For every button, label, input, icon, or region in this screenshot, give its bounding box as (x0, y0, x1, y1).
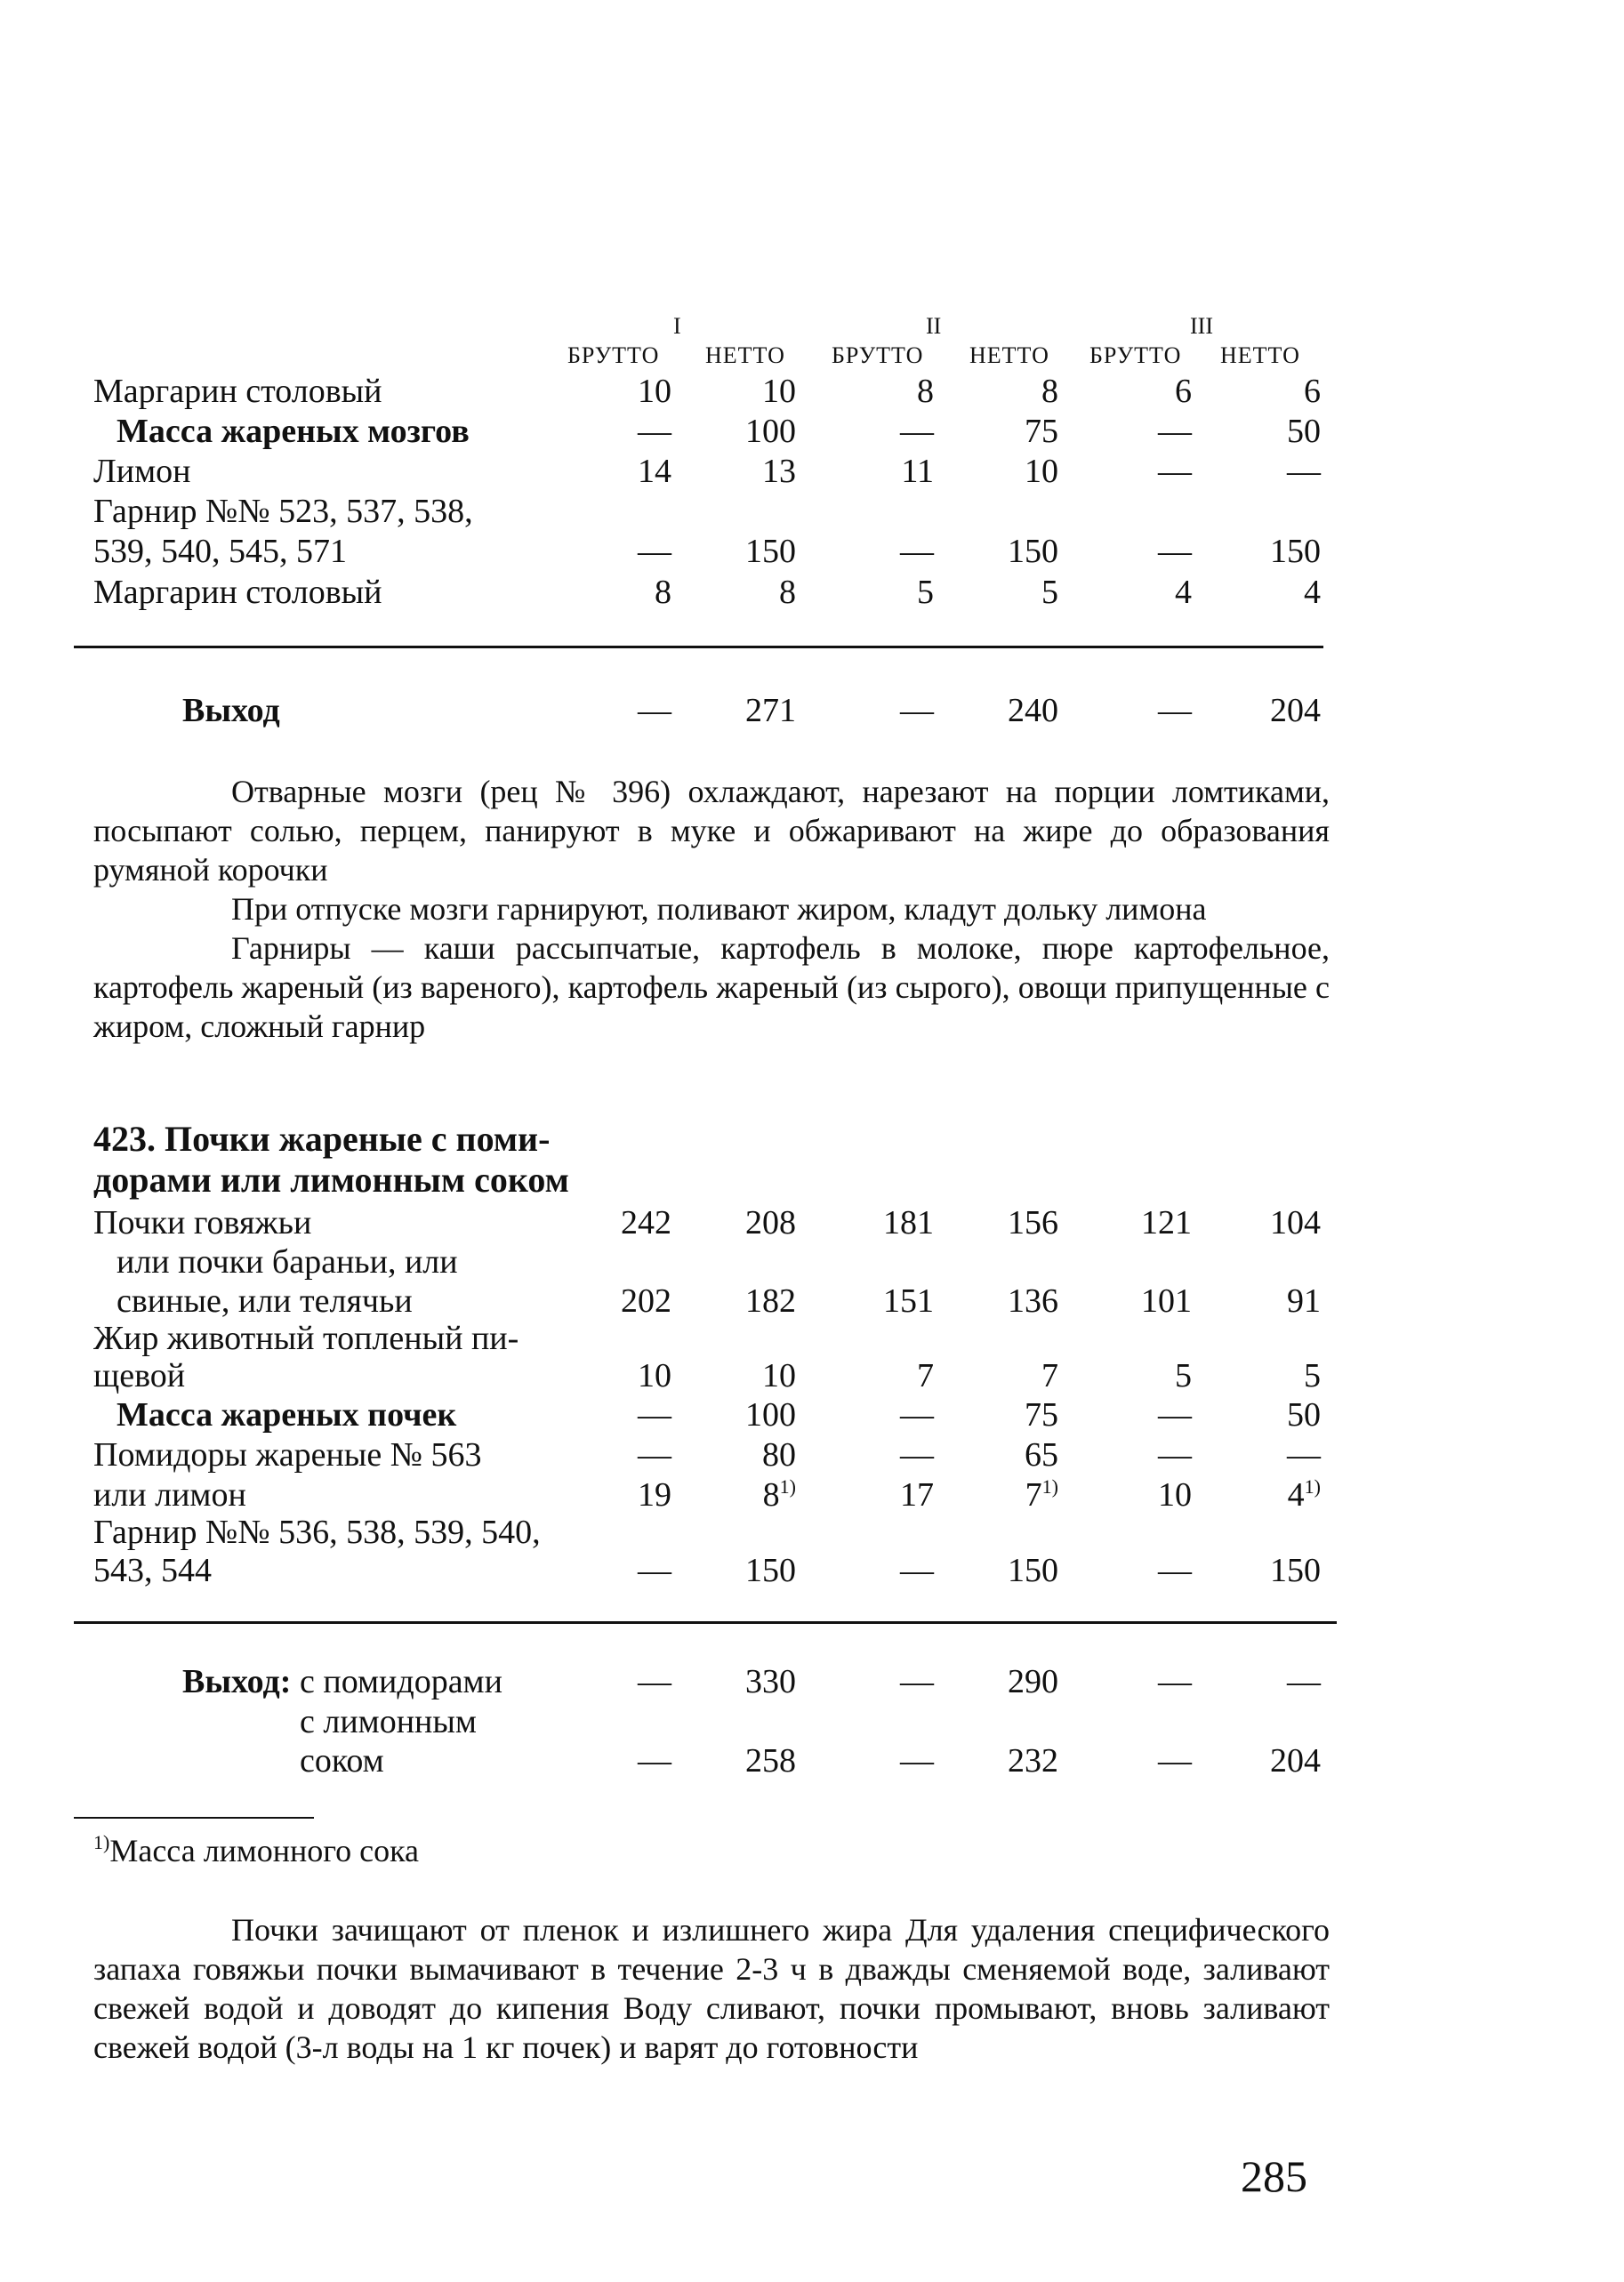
cell: — (638, 1436, 671, 1474)
cell: 242 (621, 1204, 671, 1241)
ingredient-label: Лимон (93, 453, 191, 490)
cell: 65 (1025, 1436, 1058, 1474)
ingredient-label: щевой (93, 1357, 186, 1394)
table-row (93, 1202, 1339, 1243)
recipe-title-line: дорами или лимонным соком (93, 1160, 569, 1200)
footnote-text: Масса лимонного сока (109, 1833, 420, 1868)
cell: — (1158, 1742, 1192, 1780)
ingredient-label: 543, 544 (93, 1552, 212, 1589)
footnote-marker: 1) (1304, 1475, 1321, 1498)
cell: — (1158, 453, 1192, 490)
ingredient-label: или почки бараньи, или (117, 1243, 458, 1281)
footnote-rule (74, 1817, 314, 1819)
col-header-netto-2: НЕТТО (969, 342, 1049, 368)
yield-row (93, 1701, 1339, 1742)
ingredient-label: 539, 540, 545, 571 (93, 533, 347, 570)
table-row (93, 1394, 1339, 1435)
cell: 271 (745, 692, 796, 729)
cell: — (1287, 453, 1321, 490)
cell: 75 (1025, 1396, 1058, 1434)
cell: 7$^{1)}$ (1025, 1475, 1058, 1514)
table-row (93, 572, 1339, 613)
table-row (93, 411, 1339, 452)
cell: 5 (1175, 1357, 1192, 1394)
ingredient-label: Почки говяжьи (93, 1204, 312, 1241)
cell: 10 (762, 1357, 796, 1394)
cell: 10 (1025, 453, 1058, 490)
cell: 258 (745, 1742, 796, 1780)
cell: 75 (1025, 413, 1058, 450)
cell: 208 (745, 1204, 796, 1241)
ingredient-label: свиные, или телячьи (117, 1282, 413, 1320)
cell: 8 (779, 574, 796, 611)
cell: 204 (1270, 692, 1321, 729)
ingredient-label: или лимон (93, 1476, 246, 1514)
table-rule (74, 646, 1323, 648)
cell: 6 (1304, 373, 1321, 410)
cell: 50 (1287, 1396, 1321, 1434)
cell: 150 (1270, 1552, 1321, 1589)
cell: — (1158, 692, 1192, 729)
cell: — (1158, 1396, 1192, 1434)
cell: 150 (745, 1552, 796, 1589)
cell: 150 (745, 533, 796, 570)
paragraph: Отварные мозги (рец № 396) охлаждают, нарезают на порции ломтиками, посыпают солью, перцем, панируют в муке и обжаривают на жире до образования румяной корочки (93, 774, 1330, 888)
cell: 136 (1008, 1282, 1058, 1320)
cell: 4$^{1)}$ (1287, 1475, 1321, 1514)
yield-row (93, 690, 1339, 731)
yield-variant-label: соком (300, 1742, 384, 1780)
cell: 121 (1141, 1204, 1192, 1241)
cell: 182 (745, 1282, 796, 1320)
cell: 10 (638, 1357, 671, 1394)
col-header-brutto-2: БРУТТО (832, 342, 924, 368)
cell: — (1158, 1552, 1192, 1589)
col-header-brutto-3: БРУТТО (1089, 342, 1182, 368)
cell: — (1158, 413, 1192, 450)
cell: 17 (900, 1476, 934, 1514)
cell: — (1158, 1436, 1192, 1474)
yield-variant-label: с лимонным (300, 1703, 477, 1740)
ingredient-label: Гарнир №№ 523, 537, 538, (93, 493, 473, 530)
cell: 8$^{1)}$ (762, 1475, 796, 1514)
table-row (93, 1550, 1339, 1591)
ingredient-label: Масса жареных мозгов (117, 413, 470, 450)
table-row (93, 451, 1339, 492)
cell: 13 (762, 453, 796, 490)
cell: 19 (638, 1476, 671, 1514)
paragraph: Почки зачищают от пленок и излишнего жира Для удаления специфического запаха говяжьи почки вымачивают в течение 2-3 ч в дважды сменяемой воде, заливают свежей водой и доводят до кипения Воду сливают, почки промывают, вновь заливают свежей водой (3-л воды на 1 кг почек) и варят до готовности (93, 1912, 1330, 2065)
cell: — (638, 1396, 671, 1434)
cell: 181 (883, 1204, 934, 1241)
cell: — (900, 1396, 934, 1434)
yield-variant-label: с помидорами (300, 1663, 502, 1700)
cell: 5 (1041, 574, 1058, 611)
group-header-1: I (673, 313, 681, 339)
ingredient-label: Маргарин столовый (93, 373, 382, 410)
yield-label: Выход (182, 692, 280, 729)
cell: 50 (1287, 413, 1321, 450)
cell: 101 (1141, 1282, 1192, 1320)
cell: 232 (1008, 1742, 1058, 1780)
method-text (93, 1910, 1330, 2067)
cell: 150 (1270, 533, 1321, 570)
cell: — (638, 1663, 671, 1700)
table-row (93, 1241, 1339, 1282)
cell: 104 (1270, 1204, 1321, 1241)
table-row (93, 371, 1339, 412)
ingredient-label: Жир животный топленый пи- (93, 1320, 519, 1357)
cell: — (900, 1552, 934, 1589)
ingredient-label: Гарнир №№ 536, 538, 539, 540, (93, 1514, 541, 1551)
table-row (93, 1281, 1339, 1322)
col-header-brutto-1: БРУТТО (567, 342, 660, 368)
cell: 10 (762, 373, 796, 410)
ingredient-label: Маргарин столовый (93, 574, 382, 611)
cell: 10 (638, 373, 671, 410)
cell: — (638, 692, 671, 729)
cell: — (638, 533, 671, 570)
table-row (93, 1318, 1339, 1359)
group-header-3: III (1190, 313, 1213, 339)
paragraph: При отпуске мозги гарнируют, поливают жиром, кладут дольку лимона (231, 891, 1207, 927)
yield-row (93, 1740, 1339, 1781)
footnote-marker: 1) (1041, 1475, 1058, 1498)
cell: — (1287, 1436, 1321, 1474)
col-header-netto-3: НЕТТО (1220, 342, 1300, 368)
cell: 10 (1158, 1476, 1192, 1514)
cell: 8 (1041, 373, 1058, 410)
cell: 5 (1304, 1357, 1321, 1394)
group-header-2: II (926, 313, 942, 339)
cell: 6 (1175, 373, 1192, 410)
cell: 330 (745, 1663, 796, 1700)
table-row (93, 531, 1339, 572)
table-rule (74, 1621, 1337, 1624)
cell: — (1287, 1663, 1321, 1700)
cell: — (900, 692, 934, 729)
cell: 151 (883, 1282, 934, 1320)
cell: 204 (1270, 1742, 1321, 1780)
recipe-title-line: 423. Почки жареные с поми- (93, 1119, 551, 1159)
cell: 156 (1008, 1204, 1058, 1241)
cell: — (638, 1742, 671, 1780)
method-text (93, 772, 1330, 1046)
table-row (93, 1355, 1339, 1396)
page-number: 285 (1241, 2151, 1307, 2201)
cell: 240 (1008, 692, 1058, 729)
cell: — (900, 413, 934, 450)
table-row (93, 1512, 1339, 1553)
cell: 5 (917, 574, 934, 611)
cell: 80 (762, 1436, 796, 1474)
paragraph: Гарниры — каши рассыпчатые, картофель в молоке, пюре картофельное, картофель жареный (из вареного), картофель жареный (из сырого), овощи припущенные с жиром, сложный гарнир (93, 930, 1330, 1044)
cell: 7 (1041, 1357, 1058, 1394)
cell: — (1158, 533, 1192, 570)
ingredient-label: Масса жареных почек (117, 1396, 457, 1434)
ingredient-label: Помидоры жареные № 563 (93, 1436, 482, 1474)
cell: — (900, 533, 934, 570)
cell: 4 (1175, 574, 1192, 611)
col-header-netto-1: НЕТТО (705, 342, 785, 368)
cell: 202 (621, 1282, 671, 1320)
cell: 100 (745, 413, 796, 450)
table-row (93, 1474, 1339, 1515)
cell: — (1158, 1663, 1192, 1700)
recipe-title (93, 1119, 645, 1201)
cell: 91 (1287, 1282, 1321, 1320)
cell: 14 (638, 453, 671, 490)
cell: 11 (901, 453, 934, 490)
footnote-marker: 1) (779, 1475, 796, 1498)
cell: 8 (917, 373, 934, 410)
table-row (93, 491, 1339, 532)
cell: 150 (1008, 533, 1058, 570)
cell: 4 (1304, 574, 1321, 611)
footnote (93, 1832, 419, 1869)
yield-label: Выход: (182, 1663, 292, 1700)
cell: — (900, 1436, 934, 1474)
cell: 7 (917, 1357, 934, 1394)
cell: 290 (1008, 1663, 1058, 1700)
cell: 8 (655, 574, 671, 611)
cell: — (638, 413, 671, 450)
cell: — (900, 1742, 934, 1780)
cell: — (900, 1663, 934, 1700)
footnote-marker: 1) (93, 1831, 110, 1853)
table-row (93, 1434, 1339, 1475)
cell: — (638, 1552, 671, 1589)
cell: 100 (745, 1396, 796, 1434)
yield-row (93, 1661, 1339, 1702)
cell: 150 (1008, 1552, 1058, 1589)
